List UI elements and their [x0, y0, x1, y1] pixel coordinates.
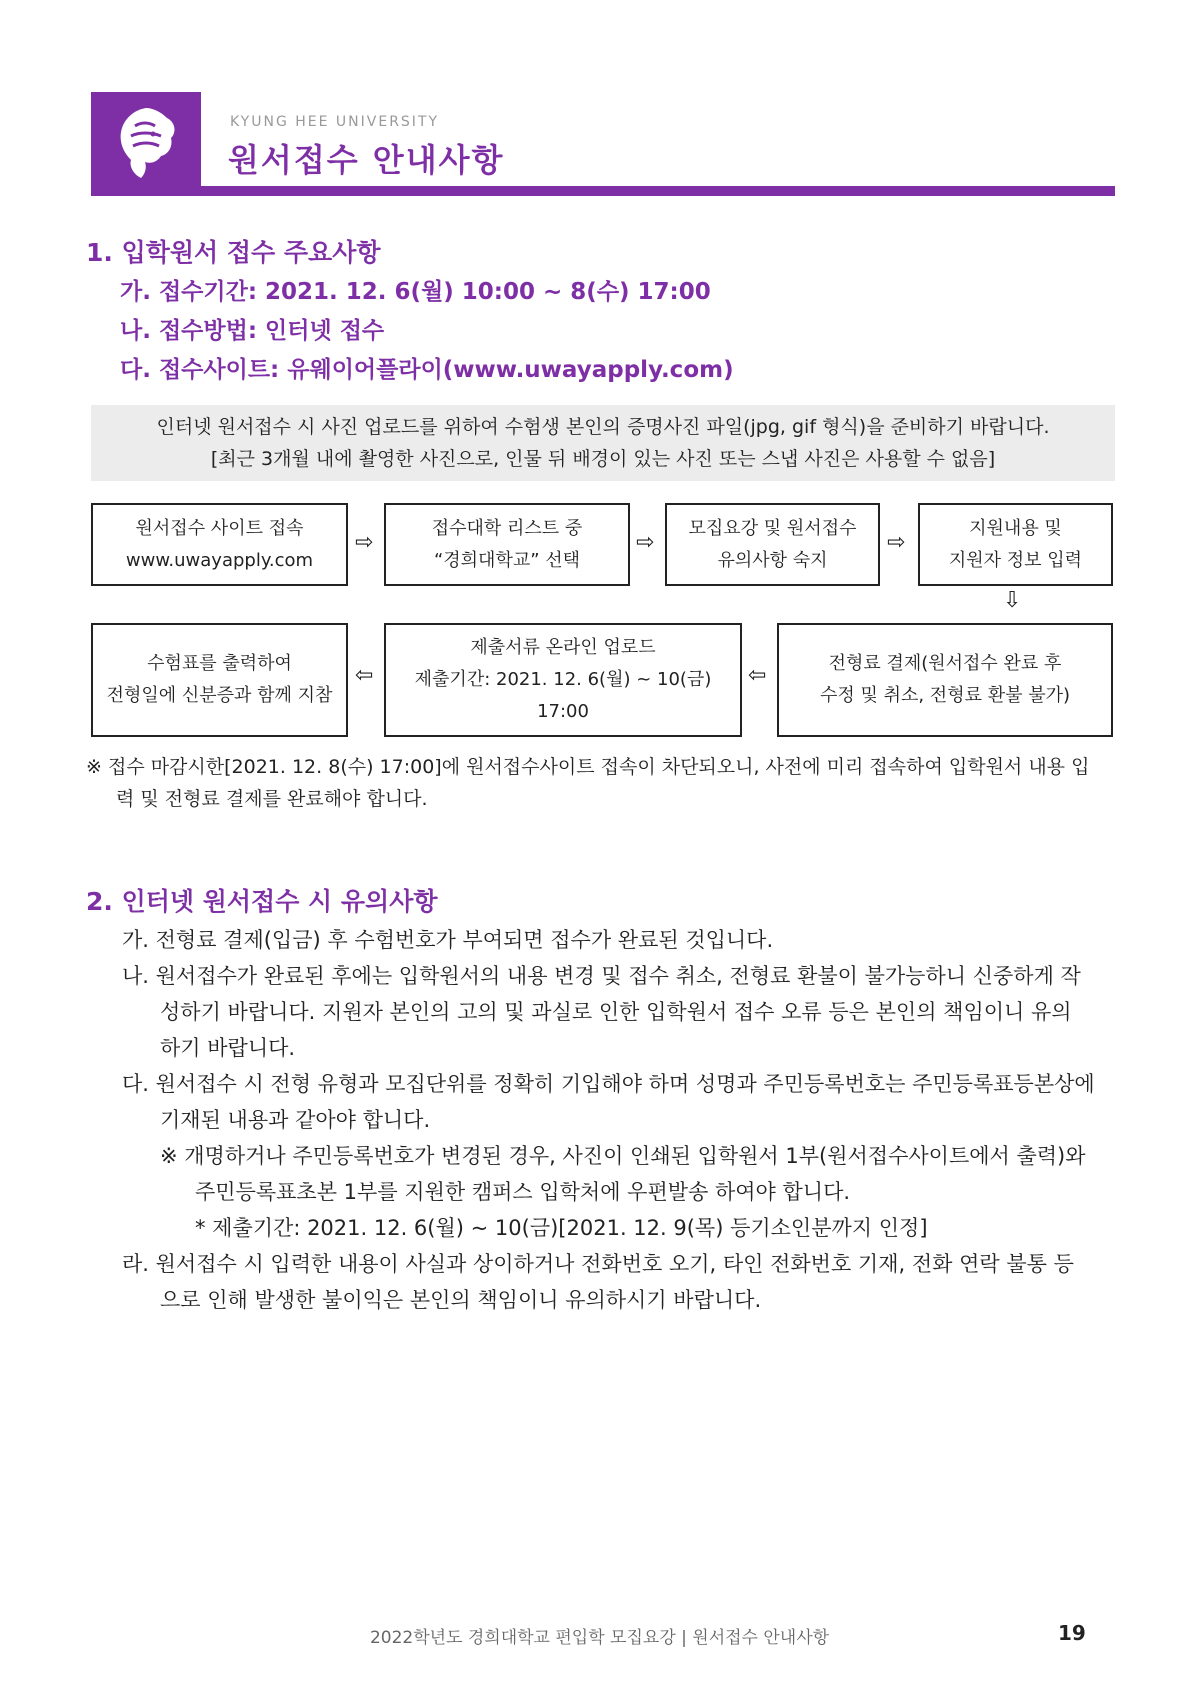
- step-3-line1: 모집요강 및 원서접수: [688, 517, 857, 539]
- arrow-left-icon: ⇦: [355, 663, 374, 688]
- step-3-line2: 유의사항 숙지: [717, 549, 828, 571]
- step-7-line1: 수험표를 출력하여: [147, 653, 292, 674]
- deadline-note-line2: 력 및 전형료 결제를 완료해야 합니다.: [116, 788, 428, 810]
- step-7-box: [91, 623, 348, 737]
- step-5-line1: 전형료 결제(원서접수 완료 후: [828, 653, 1062, 674]
- notice-line-1: 인터넷 원서접수 시 사진 업로드를 위하여 수험생 본인의 증명사진 파일(jpg, gif 형식)을 준비하기 바랍니다.: [156, 416, 1050, 438]
- item-da-note-line1: ※ 개명하거나 주민등록번호가 변경된 경우, 사진이 인쇄된 입학원서 1부(원서접수사이트에서 출력)와: [160, 1144, 1086, 1168]
- step-3-box: [665, 503, 880, 586]
- arrow-right-icon: ⇨: [636, 530, 655, 555]
- section1-title: 1. 입학원서 접수 주요사항: [86, 238, 381, 267]
- item-da-line1: 다. 원서접수 시 전형 유형과 모집단위를 정확히 기입해야 하며 성명과 주민등록번호는 주민등록표등본상에: [122, 1072, 1095, 1096]
- footer-text: 2022학년도 경희대학교 편입학 모집요강 | 원서접수 안내사항: [369, 1628, 830, 1648]
- step-4-box: [918, 503, 1113, 586]
- arrow-left-icon: ⇦: [748, 663, 767, 688]
- item-ra-line2: 으로 인해 발생한 불이익은 본인의 책임이니 유의하시기 바랍니다.: [160, 1288, 762, 1312]
- step-1-line1: 원서접수 사이트 접속: [135, 517, 304, 539]
- step-5-box: [777, 623, 1113, 737]
- step-2-box: [384, 503, 630, 586]
- university-name: KYUNG HEE UNIVERSITY: [230, 114, 440, 130]
- step-5-line2: 수정 및 취소, 전형료 환불 불가): [819, 685, 1070, 706]
- item-da-note-line3: * 제출기간: 2021. 12. 6(월) ~ 10(금)[2021. 12. 9(목) 등기소인분까지 인정]: [195, 1216, 928, 1240]
- section2-title: 2. 인터넷 원서접수 시 유의사항: [86, 887, 438, 916]
- arrow-down-icon: ⇩: [1003, 588, 1022, 613]
- header-bar: [91, 186, 1115, 196]
- method-item: 나. 접수방법: 인터넷 접수: [120, 318, 385, 344]
- item-ra-line1: 라. 원서접수 시 입력한 내용이 사실과 상이하거나 전화번호 오기, 타인 전화번호 기재, 전화 연락 불통 등: [122, 1252, 1074, 1276]
- page-number: 19: [1058, 1621, 1086, 1645]
- page-title: 원서접수 안내사항: [228, 141, 505, 179]
- step-6-line2: 제출기간: 2021. 12. 6(월) ~ 10(금) 17:00: [414, 669, 712, 722]
- site-item: 다. 접수사이트: 유웨이어플라이(www.uwayapply.com): [120, 357, 734, 383]
- step-1-line2: www.uwayapply.com: [125, 549, 314, 571]
- arrow-right-icon: ⇨: [887, 530, 906, 555]
- step-6-line1: 제출서류 온라인 업로드: [470, 637, 656, 658]
- item-da-note-line2: 주민등록표초본 1부를 지원한 캠퍼스 입학처에 우편발송 하여야 합니다.: [195, 1180, 851, 1204]
- notice-line-2: [최근 3개월 내에 촬영한 사진으로, 인물 뒤 배경이 있는 사진 또는 스냅 사진은 사용할 수 없음]: [210, 448, 996, 470]
- step-7-line2: 전형일에 신분증과 함께 지참: [106, 685, 333, 706]
- item-na-line2: 성하기 바랍니다. 지원자 본인의 고의 및 과실로 인한 입학원서 접수 오류 등은 본인의 책임이니 유의: [160, 1000, 1072, 1024]
- lion-icon: [111, 104, 181, 182]
- step-2-line1: 접수대학 리스트 중: [431, 517, 583, 539]
- item-ga: 가. 전형료 결제(입금) 후 수험번호가 부여되면 접수가 완료된 것입니다.: [122, 928, 774, 952]
- item-da-line2: 기재된 내용과 같아야 합니다.: [160, 1108, 431, 1132]
- period-item: 가. 접수기간: 2021. 12. 6(월) 10:00 ~ 8(수) 17:00: [120, 279, 711, 305]
- photo-notice: [91, 405, 1115, 481]
- step-1-box: [91, 503, 348, 586]
- step-4-line1: 지원내용 및: [969, 517, 1062, 539]
- deadline-note-line1: ※ 접수 마감시한[2021. 12. 8(수) 17:00]에 원서접수사이트 접속이 차단되오니, 사전에 미리 접속하여 입학원서 내용 입: [86, 756, 1090, 778]
- item-na-line1: 나. 원서접수가 완료된 후에는 입학원서의 내용 변경 및 접수 취소, 전형료 환불이 불가능하니 신중하게 작: [122, 964, 1081, 988]
- item-na-line3: 하기 바랍니다.: [160, 1036, 296, 1060]
- step-6-box: [384, 623, 742, 737]
- arrow-right-icon: ⇨: [355, 530, 374, 555]
- step-4-line2: 지원자 정보 입력: [948, 549, 1083, 571]
- university-logo: [91, 92, 201, 194]
- step-2-line2: “경희대학교” 선택: [433, 549, 581, 571]
